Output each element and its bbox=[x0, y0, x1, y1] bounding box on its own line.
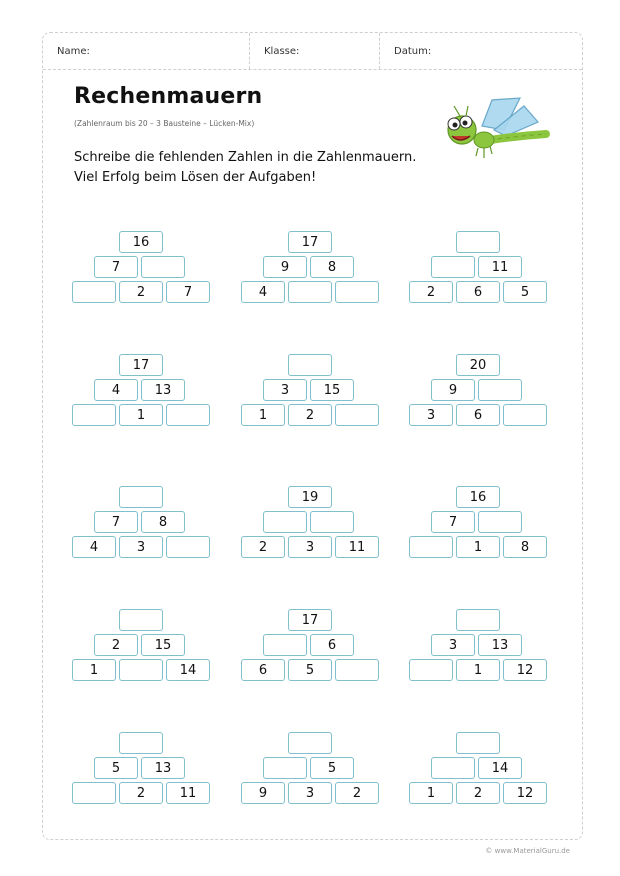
wall-bottom-brick[interactable] bbox=[166, 536, 210, 558]
wall-bottom-brick[interactable]: 1 bbox=[456, 536, 500, 558]
wall-bottom-brick[interactable]: 1 bbox=[456, 659, 500, 681]
wall-bottom-brick[interactable] bbox=[335, 659, 379, 681]
wall-bottom-brick[interactable]: 3 bbox=[288, 536, 332, 558]
wall-middle-brick[interactable]: 7 bbox=[94, 256, 138, 278]
wall-top-brick[interactable] bbox=[288, 732, 332, 754]
wall-bottom-brick[interactable]: 2 bbox=[409, 281, 453, 303]
wall-top-brick[interactable] bbox=[119, 732, 163, 754]
wall-middle-brick[interactable]: 9 bbox=[263, 256, 307, 278]
wall-top-brick[interactable]: 17 bbox=[288, 231, 332, 253]
wall-bottom-brick[interactable]: 2 bbox=[241, 536, 285, 558]
wall-bottom-brick[interactable]: 6 bbox=[456, 281, 500, 303]
wall-middle-brick[interactable]: 6 bbox=[310, 634, 354, 656]
wall-bottom-brick[interactable]: 2 bbox=[456, 782, 500, 804]
wall-bottom-brick[interactable] bbox=[119, 659, 163, 681]
wall-middle-brick[interactable] bbox=[263, 757, 307, 779]
wall-middle-brick[interactable] bbox=[431, 757, 475, 779]
wall-bottom-brick[interactable]: 1 bbox=[241, 404, 285, 426]
wall-top-brick[interactable]: 16 bbox=[456, 486, 500, 508]
wall-middle-brick[interactable] bbox=[478, 379, 522, 401]
wall-middle-brick[interactable]: 13 bbox=[141, 757, 185, 779]
wall-middle-brick[interactable]: 14 bbox=[478, 757, 522, 779]
wall-top-brick[interactable]: 19 bbox=[288, 486, 332, 508]
wall-bottom-brick[interactable]: 2 bbox=[119, 782, 163, 804]
date-field[interactable] bbox=[380, 33, 584, 69]
class-label: Klasse: bbox=[264, 46, 300, 57]
wall-middle-brick[interactable]: 8 bbox=[310, 256, 354, 278]
wall-middle-brick[interactable]: 15 bbox=[310, 379, 354, 401]
class-field[interactable] bbox=[250, 33, 380, 69]
wall-middle-brick[interactable] bbox=[263, 634, 307, 656]
wall-bottom-brick[interactable]: 2 bbox=[288, 404, 332, 426]
wall-bottom-brick[interactable] bbox=[409, 536, 453, 558]
wall-middle-brick[interactable] bbox=[431, 256, 475, 278]
wall-middle-brick[interactable] bbox=[478, 511, 522, 533]
wall-bottom-brick[interactable] bbox=[335, 404, 379, 426]
wall-middle-brick[interactable]: 8 bbox=[141, 511, 185, 533]
wall-bottom-brick[interactable] bbox=[72, 782, 116, 804]
wall-bottom-brick[interactable]: 2 bbox=[119, 281, 163, 303]
wall-bottom-brick[interactable]: 3 bbox=[119, 536, 163, 558]
wall-bottom-brick[interactable] bbox=[166, 404, 210, 426]
wall-bottom-brick[interactable]: 4 bbox=[72, 536, 116, 558]
wall-bottom-brick[interactable]: 8 bbox=[503, 536, 547, 558]
wall-middle-brick[interactable]: 13 bbox=[478, 634, 522, 656]
wall-middle-brick[interactable]: 9 bbox=[431, 379, 475, 401]
wall-bottom-brick[interactable]: 2 bbox=[335, 782, 379, 804]
wall-bottom-brick[interactable] bbox=[409, 659, 453, 681]
wall-bottom-brick[interactable]: 5 bbox=[503, 281, 547, 303]
wall-top-brick[interactable] bbox=[456, 609, 500, 631]
wall-bottom-brick[interactable]: 4 bbox=[241, 281, 285, 303]
name-field[interactable] bbox=[43, 33, 250, 69]
page-title: Rechenmauern bbox=[74, 84, 263, 109]
wall-bottom-brick[interactable]: 1 bbox=[72, 659, 116, 681]
wall-bottom-brick[interactable]: 14 bbox=[166, 659, 210, 681]
wall-bottom-brick[interactable] bbox=[288, 281, 332, 303]
wall-middle-brick[interactable]: 13 bbox=[141, 379, 185, 401]
instruction-line-2: Viel Erfolg beim Lösen der Aufgaben! bbox=[74, 170, 317, 185]
instruction-line-1: Schreibe die fehlenden Zahlen in die Zahlenmauern. bbox=[74, 150, 417, 165]
wall-middle-brick[interactable]: 2 bbox=[94, 634, 138, 656]
wall-bottom-brick[interactable]: 6 bbox=[456, 404, 500, 426]
wall-middle-brick[interactable]: 5 bbox=[94, 757, 138, 779]
wall-top-brick[interactable]: 17 bbox=[119, 354, 163, 376]
name-label: Name: bbox=[57, 46, 90, 57]
wall-bottom-brick[interactable]: 5 bbox=[288, 659, 332, 681]
wall-bottom-brick[interactable] bbox=[72, 404, 116, 426]
wall-middle-brick[interactable]: 7 bbox=[431, 511, 475, 533]
wall-middle-brick[interactable] bbox=[141, 256, 185, 278]
wall-middle-brick[interactable]: 15 bbox=[141, 634, 185, 656]
wall-top-brick[interactable]: 20 bbox=[456, 354, 500, 376]
wall-bottom-brick[interactable]: 11 bbox=[335, 536, 379, 558]
wall-bottom-brick[interactable]: 12 bbox=[503, 659, 547, 681]
wall-middle-brick[interactable]: 3 bbox=[431, 634, 475, 656]
header-row bbox=[43, 33, 582, 70]
wall-top-brick[interactable]: 17 bbox=[288, 609, 332, 631]
wall-middle-brick[interactable] bbox=[263, 511, 307, 533]
wall-middle-brick[interactable]: 11 bbox=[478, 256, 522, 278]
wall-bottom-brick[interactable]: 7 bbox=[166, 281, 210, 303]
wall-bottom-brick[interactable] bbox=[503, 404, 547, 426]
wall-middle-brick[interactable]: 3 bbox=[263, 379, 307, 401]
wall-bottom-brick[interactable]: 3 bbox=[288, 782, 332, 804]
wall-bottom-brick[interactable]: 6 bbox=[241, 659, 285, 681]
date-label: Datum: bbox=[394, 46, 432, 57]
wall-bottom-brick[interactable] bbox=[335, 281, 379, 303]
dragonfly-illustration bbox=[432, 96, 552, 176]
page-subtitle: (Zahlenraum bis 20 – 3 Bausteine – Lücken-Mix) bbox=[74, 119, 255, 128]
wall-middle-brick[interactable]: 4 bbox=[94, 379, 138, 401]
wall-bottom-brick[interactable]: 11 bbox=[166, 782, 210, 804]
wall-bottom-brick[interactable]: 1 bbox=[409, 782, 453, 804]
wall-middle-brick[interactable] bbox=[310, 511, 354, 533]
wall-top-brick[interactable] bbox=[119, 486, 163, 508]
copyright-note: © www.MaterialGuru.de bbox=[485, 847, 570, 855]
wall-top-brick[interactable] bbox=[456, 231, 500, 253]
wall-middle-brick[interactable]: 7 bbox=[94, 511, 138, 533]
wall-top-brick[interactable] bbox=[119, 609, 163, 631]
wall-top-brick[interactable]: 16 bbox=[119, 231, 163, 253]
wall-bottom-brick[interactable]: 1 bbox=[119, 404, 163, 426]
wall-bottom-brick[interactable]: 3 bbox=[409, 404, 453, 426]
wall-bottom-brick[interactable]: 9 bbox=[241, 782, 285, 804]
wall-top-brick[interactable] bbox=[288, 354, 332, 376]
wall-middle-brick[interactable]: 5 bbox=[310, 757, 354, 779]
wall-top-brick[interactable] bbox=[456, 732, 500, 754]
wall-bottom-brick[interactable]: 12 bbox=[503, 782, 547, 804]
wall-bottom-brick[interactable] bbox=[72, 281, 116, 303]
